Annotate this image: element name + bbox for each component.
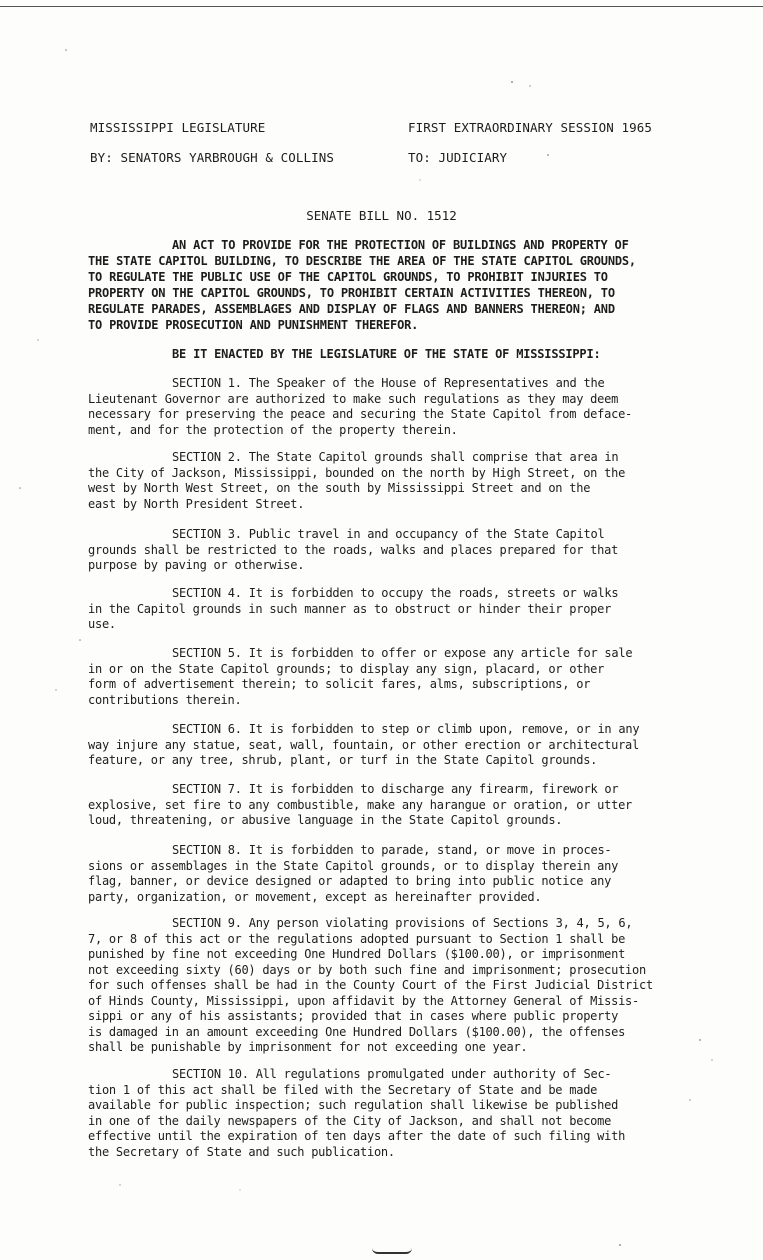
- section-line: SECTION 6. It is forbidden to step or climb upon, remove, or in any: [172, 722, 640, 736]
- act-title-line: PROPERTY ON THE CAPITOL GROUNDS, TO PROHIBIT CERTAIN ACTIVITIES THEREON, TO: [88, 286, 615, 300]
- section-4: [88, 586, 688, 633]
- section-line: contributions therein.: [88, 692, 242, 707]
- section-line: Lieutenant Governor are authorized to make such regulations as they may deem: [88, 391, 619, 406]
- top-edge-rule: [0, 6, 763, 7]
- section-line: of Hinds County, Mississippi, upon affidavit by the Attorney General of Missis-: [88, 993, 639, 1008]
- section-line: punished by fine not exceeding One Hundred Dollars ($100.00), or imprisonment: [88, 947, 626, 961]
- section-line: SECTION 10. All regulations promulgated under authority of Sec-: [172, 1067, 612, 1081]
- section-line: form of advertisement therein; to solicit fares, alms, subscriptions, or: [88, 677, 591, 691]
- section-line: effective until the expiration of ten days after the date of such filing with: [88, 1129, 626, 1143]
- section-3: [88, 527, 688, 574]
- section-line: explosive, set fire to any combustible, make any harangue or oration, or utter: [88, 797, 633, 812]
- section-line: not exceeding sixty (60) days or by both such fine and imprisonment; prosecution: [88, 962, 646, 977]
- section-line: sippi or any of his assistants; provided that in cases where public property: [88, 1009, 619, 1023]
- section-line: is damaged in an amount exceeding One Hundred Dollars ($100.00), the offenses: [88, 1024, 626, 1039]
- section-10: [88, 1067, 688, 1160]
- section-line: SECTION 2. The State Capitol grounds shall comprise that area in: [172, 450, 619, 464]
- enacting-clause: BE IT ENACTED BY THE LEGISLATURE OF THE STATE OF MISSISSIPPI:: [172, 347, 601, 361]
- section-line: SECTION 8. It is forbidden to parade, stand, or move in proces-: [172, 843, 612, 857]
- section-line: ment, and for the protection of the property therein.: [88, 422, 458, 437]
- section-line: SECTION 9. Any person violating provisions of Sections 3, 4, 5, 6,: [172, 916, 633, 930]
- section-5: [88, 646, 688, 708]
- section-line: flag, banner, or device designed or adapted to bring into public notice any: [88, 874, 612, 888]
- section-2: [88, 450, 688, 512]
- section-line: loud, threatening, or abusive language in the State Capitol grounds.: [88, 813, 563, 827]
- section-line: grounds shall be restricted to the roads, walks and places prepared for that: [88, 542, 619, 557]
- act-title-line: REGULATE PARADES, ASSEMBLAGES AND DISPLAY OF FLAGS AND BANNERS THEREON; AND: [88, 302, 615, 316]
- sponsors-line: BY: SENATORS YARBROUGH & COLLINS: [90, 150, 335, 165]
- section-line: east by North President Street.: [88, 496, 305, 511]
- section-line: west by North West Street, on the south by Mississippi Street and on the: [88, 481, 591, 495]
- section-line: tion 1 of this act shall be filed with the Secretary of State and be made: [88, 1082, 598, 1097]
- session-name: FIRST EXTRAORDINARY SESSION 1965: [408, 120, 653, 135]
- section-line: purpose by paving or otherwise.: [88, 558, 305, 572]
- bottom-edge-mark: [372, 1248, 412, 1254]
- section-line: sions or assemblages in the State Capitol grounds, or to display therein any: [88, 858, 619, 873]
- section-line: party, organization, or movement, except as hereinafter provided.: [88, 889, 542, 904]
- section-9: [88, 916, 688, 1056]
- section-line: way injure any statue, seat, wall, fountain, or other erection or architectural: [88, 737, 639, 752]
- section-line: SECTION 5. It is forbidden to offer or expose any article for sale: [172, 646, 633, 660]
- section-line: SECTION 7. It is forbidden to discharge any firearm, firework or: [172, 782, 619, 796]
- section-line: in the Capitol grounds in such manner as to obstruct or hinder their proper: [88, 601, 612, 616]
- section-line: available for public inspection; such regulation shall likewise be published: [88, 1098, 619, 1112]
- section-line: 7, or 8 of this act or the regulations adopted pursuant to Section 1 shall be: [88, 931, 626, 946]
- section-line: SECTION 4. It is forbidden to occupy the roads, streets or walks: [172, 586, 619, 600]
- section-line: feature, or any tree, shrub, plant, or turf in the State Capitol grounds.: [88, 753, 598, 767]
- section-7: [88, 782, 688, 829]
- section-line: SECTION 3. Public travel in and occupancy of the State Capitol: [172, 527, 605, 541]
- act-title: [88, 237, 688, 333]
- section-1: [88, 376, 688, 438]
- section-line: the Secretary of State and such publication.: [88, 1144, 395, 1159]
- bill-title: SENATE BILL NO. 1512: [306, 208, 457, 223]
- section-line: the City of Jackson, Mississippi, bounded on the north by High Street, on the: [88, 465, 626, 480]
- section-line: SECTION 1. The Speaker of the House of Representatives and the: [172, 376, 605, 390]
- section-6: [88, 722, 688, 769]
- act-title-line: TO REGULATE THE PUBLIC USE OF THE CAPITOL GROUNDS, TO PROHIBIT INJURIES TO: [88, 270, 608, 284]
- section-line: in or on the State Capitol grounds; to display any sign, placard, or other: [88, 661, 605, 676]
- legislature-name: MISSISSIPPI LEGISLATURE: [90, 120, 266, 135]
- act-title-line: THE STATE CAPITOL BUILDING, TO DESCRIBE THE AREA OF THE STATE CAPITOL GROUNDS,: [88, 254, 636, 268]
- section-line: necessary for preserving the peace and securing the State Capitol from deface-: [88, 407, 633, 421]
- section-8: [88, 843, 688, 905]
- section-line: use.: [88, 617, 116, 631]
- act-title-line: AN ACT TO PROVIDE FOR THE PROTECTION OF BUILDINGS AND PROPERTY OF: [172, 238, 629, 252]
- committee-line: TO: JUDICIARY: [408, 150, 508, 165]
- act-title-line: TO PROVIDE PROSECUTION AND PUNISHMENT THEREFOR.: [88, 318, 419, 332]
- section-line: in one of the daily newspapers of the City of Jackson, and shall not become: [88, 1113, 612, 1128]
- section-line: for such offenses shall be had in the County Court of the First Judicial District: [88, 978, 653, 992]
- section-line: shall be punishable by imprisonment for not exceeding one year.: [88, 1040, 528, 1054]
